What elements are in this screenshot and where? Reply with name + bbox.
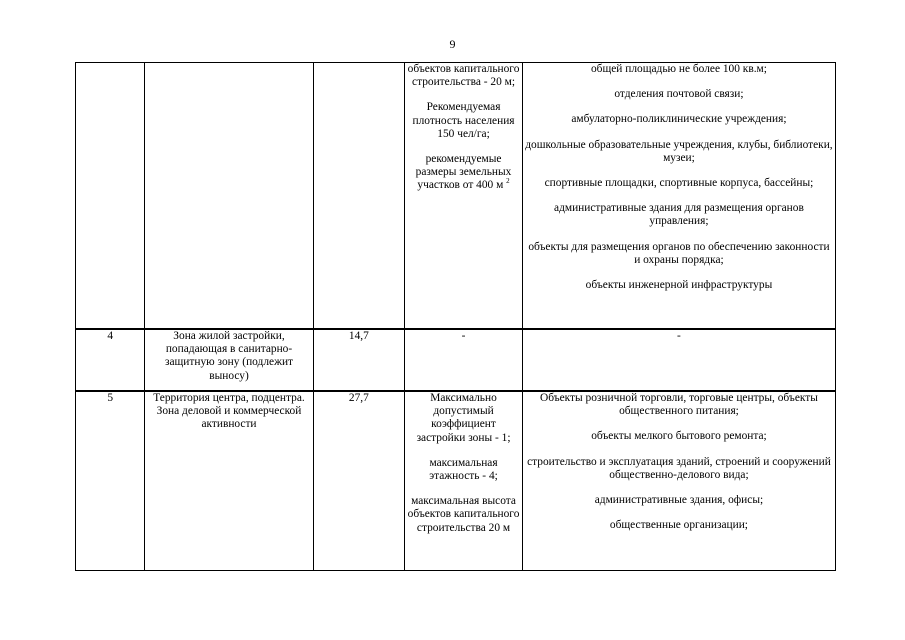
table-row bbox=[76, 63, 836, 330]
cell-number: 5 bbox=[76, 391, 145, 571]
cell-params bbox=[405, 329, 523, 391]
table-row bbox=[76, 329, 836, 391]
params-text: Максимально допустимый коэффициент застройки зоны - 1; bbox=[416, 392, 511, 444]
use-item: объекты инженерной инфраструктуры bbox=[585, 279, 773, 292]
params-text: максимальная этажность - 4; bbox=[429, 456, 498, 483]
use-item: строительство и эксплуатация зданий, строений и сооружений общественно-делового вида; bbox=[527, 455, 831, 481]
cell-uses bbox=[522, 63, 835, 330]
use-item: спортивные площадки, спортивные корпуса, бассейны; bbox=[544, 177, 814, 190]
use-item: отделения почтовой связи; bbox=[614, 88, 744, 101]
cell-number bbox=[76, 63, 145, 330]
table-row bbox=[76, 391, 836, 571]
cell-uses bbox=[522, 391, 835, 571]
cell-zone: Территория центра, подцентра. Зона деловой и коммерческой активности bbox=[145, 391, 313, 571]
cell-params bbox=[405, 391, 523, 571]
params-text: Рекомендуемая плотность населения 150 чел/га; bbox=[412, 101, 515, 140]
use-item: административные здания, офисы; bbox=[594, 494, 764, 507]
use-item: объекты для размещения органов по обеспечению законности и охраны порядка; bbox=[528, 240, 830, 266]
use-item: амбулаторно-поликлинические учреждения; bbox=[571, 113, 787, 126]
params-text: максимальная высота объектов капитального строительства 20 м bbox=[407, 495, 520, 534]
cell-params bbox=[405, 63, 523, 330]
params-text: рекомендуемые размеры земельных участков от 400 м $^2$ bbox=[415, 153, 512, 192]
use-item: дошкольные образовательные учреждения, клубы, библиотеки, музеи; bbox=[525, 138, 833, 164]
params-text: объектов капитального строительства - 20 м; bbox=[407, 63, 520, 89]
cell-number: 4 bbox=[76, 329, 145, 391]
zoning-table bbox=[75, 62, 836, 571]
use-item: общей площадью не более 100 кв.м; bbox=[590, 63, 767, 75]
use-item: объекты мелкого бытового ремонта; bbox=[591, 430, 767, 443]
cell-uses bbox=[522, 329, 835, 391]
superscript: 2 bbox=[506, 177, 510, 186]
cell-area bbox=[313, 63, 405, 330]
params-text: - bbox=[461, 330, 466, 342]
cell-zone bbox=[145, 63, 313, 330]
use-item: - bbox=[677, 330, 681, 342]
use-item: Объекты розничной торговли, торговые центры, объекты общественного питания; bbox=[539, 392, 818, 418]
page-number: 9 bbox=[449, 37, 456, 51]
use-item: административные здания для размещения органов управления; bbox=[554, 202, 804, 228]
cell-area: 27,7 bbox=[313, 391, 405, 571]
use-item: общественные организации; bbox=[609, 519, 748, 532]
cell-area: 14,7 bbox=[313, 329, 405, 391]
cell-zone: Зона жилой застройки, попадающая в санитарно-защитную зону (подлежит выносу) bbox=[145, 329, 313, 391]
